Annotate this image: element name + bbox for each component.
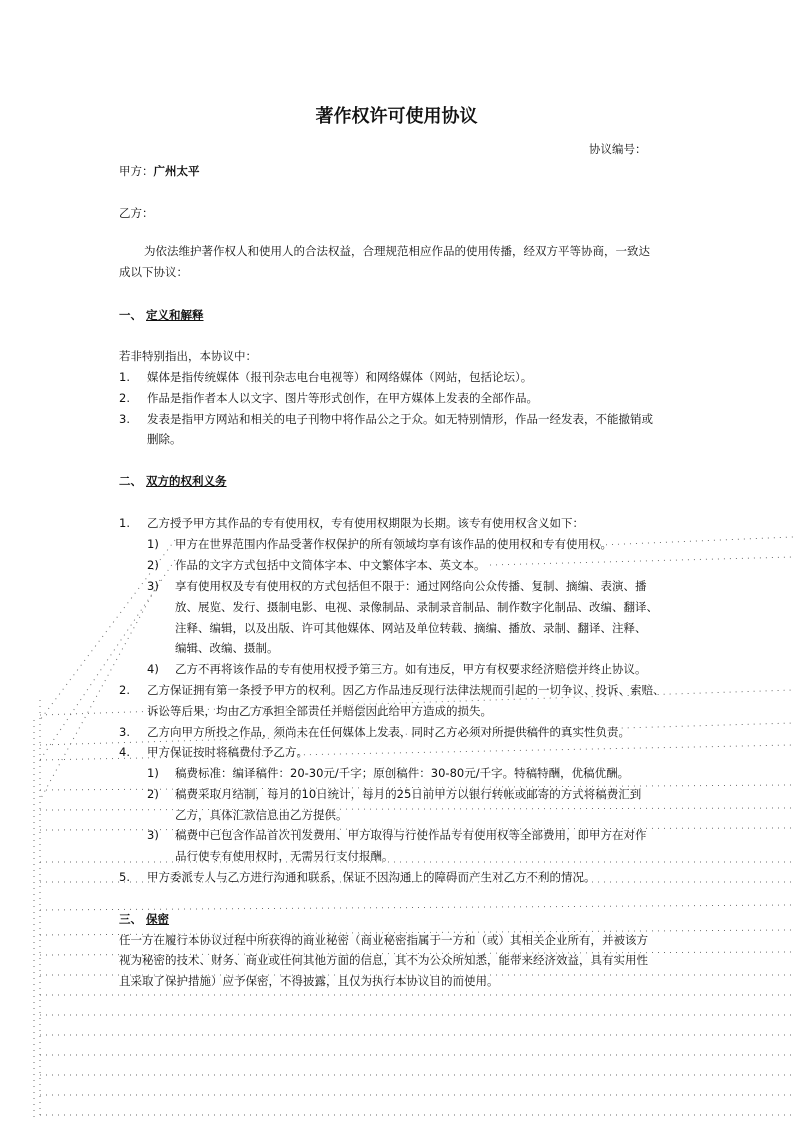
s2-item-3-number: 3.	[119, 725, 130, 739]
section-3-line-2: 视为秘密的技术、财务、商业或任何其他方面的信息，其不为公众所知悉，能带来经济效益，具有实用性	[119, 953, 648, 967]
s2-item-3-text: 乙方向甲方所投之作品，须尚未在任何媒体上发表，同时乙方必须对所提供稿件的真实性负责。	[147, 725, 630, 739]
section-3-number: 三、	[119, 912, 142, 926]
s2-item-4-text: 甲方保证按时将稿费付予乙方。	[147, 745, 308, 759]
party-a-value: 广州太平	[153, 164, 200, 178]
s2-i4-sub-3-text-cont: 品行使专有使用权时，无需另行支付报酬。	[175, 849, 394, 863]
section-3-line-3: 且采取了保护措施）应予保密，不得披露，且仅为执行本协议目的而使用。	[119, 974, 499, 988]
section-2-number: 二、	[119, 474, 142, 488]
section-3-line-1: 任一方在履行本协议过程中所获得的商业秘密（商业秘密指属于一方和（或）其相关企业所有，并被该方	[119, 933, 648, 947]
s2-sub-3-text-4: 编辑、改编、摄制。	[175, 641, 279, 655]
agreement-number-label: 协议编号：	[589, 142, 647, 156]
s2-sub-4-number: 4)	[147, 662, 159, 676]
s2-i4-sub-3-text: 稿费中已包含作品首次刊发费用、甲方取得与行使作品专有使用权等全部费用，即甲方在对作	[175, 828, 647, 842]
s1-item-3-number: 3.	[119, 412, 130, 426]
section-2-title: 双方的权利义务	[146, 474, 227, 488]
section-1-heading	[119, 307, 204, 323]
party-a-label: 甲方：	[119, 164, 154, 178]
s2-i4-sub-2-text-cont: 乙方，具体汇款信息由乙方提供。	[175, 808, 348, 822]
s2-sub-3-number: 3)	[147, 579, 159, 593]
s2-sub-3-text-2: 放、展览、发行、摄制电影、电视、录像制品、录制录音制品、制作数字化制品、改编、翻译、	[175, 600, 658, 614]
s2-i4-sub-3-number: 3)	[147, 828, 159, 842]
s2-i4-sub-1-text: 稿费标准：编译稿件：20-30元/千字；原创稿件：30-80元/千字。特稿特酬，优稿优酬。	[175, 766, 630, 780]
s2-i4-sub-2-number: 2)	[147, 787, 159, 801]
s2-sub-1-number: 1)	[147, 537, 159, 551]
s2-sub-4-text: 乙方不再将该作品的专有使用权授予第三方。如有违反，甲方有权要求经济赔偿并终止协议。	[175, 662, 647, 676]
s2-item-5-text: 甲方委派专人与乙方进行沟通和联系，保证不因沟通上的障碍而产生对乙方不利的情况。	[147, 870, 596, 884]
s1-item-1-text: 媒体是指传统媒体（报刊杂志电台电视等）和网络媒体（网站，包括论坛）。	[147, 370, 533, 384]
document-title: 著作权许可使用协议	[315, 106, 478, 127]
s1-item-1-number: 1.	[119, 370, 130, 384]
section-1-number: 一、	[119, 308, 142, 322]
section-3-heading	[119, 911, 169, 927]
s2-i4-sub-2-text: 稿费采取月结制，每月的10日统计，每月的25日前甲方以银行转帐或邮寄的方式将稿费汇到	[175, 787, 642, 801]
s2-item-2-number: 2.	[119, 683, 130, 697]
s2-item-1-number: 1.	[119, 516, 130, 530]
section-1-title: 定义和解释	[146, 308, 204, 322]
s2-sub-3-text-3: 注释、编辑，以及出版、许可其他媒体、网站及单位转载、摘编、播放、录制、翻译、注释、	[175, 621, 647, 635]
s1-item-2-text: 作品是指作者本人以文字、图片等形式创作，在甲方媒体上发表的全部作品。	[147, 391, 538, 405]
s2-item-2-text: 乙方保证拥有第一条授予甲方的权利。因乙方作品违反现行法律法规而引起的一切争议、投诉、索赔、	[147, 683, 665, 697]
s2-sub-1-text: 甲方在世界范围内作品受著作权保护的所有领域均享有该作品的使用权和专有使用权。	[175, 537, 612, 551]
s2-item-5-number: 5.	[119, 870, 130, 884]
s1-item-3-text-cont: 删除。	[147, 432, 182, 446]
s2-item-1-text: 乙方授予甲方其作品的专有使用权，专有使用权期限为长期。该专有使用权含义如下：	[147, 516, 584, 530]
section-2-heading	[119, 473, 227, 489]
party-a-line	[119, 163, 200, 179]
party-b-label: 乙方：	[119, 206, 154, 220]
s1-item-2-number: 2.	[119, 391, 130, 405]
s2-i4-sub-1-number: 1)	[147, 766, 159, 780]
section-3-title: 保密	[146, 912, 170, 926]
s2-sub-2-number: 2)	[147, 558, 159, 572]
s1-item-3-text: 发表是指甲方网站和相关的电子刊物中将作品公之于众。如无特别情形，作品一经发表，不能撤销或	[147, 412, 653, 426]
intro-line-1: 为依法维护著作权人和使用人的合法权益，合理规范相应作品的使用传播，经双方平等协商，一致达	[144, 244, 650, 258]
s2-item-2-text-cont: 诉讼等后果，均由乙方承担全部责任并赔偿因此给甲方造成的损失。	[147, 704, 492, 718]
s2-sub-3-text: 享有使用权及专有使用权的方式包括但不限于：通过网络向公众传播、复制、摘编、表演、播	[175, 579, 647, 593]
s2-item-4-number: 4.	[119, 745, 130, 759]
intro-line-2: 成以下协议：	[119, 265, 188, 279]
section-1-lead: 若非特别指出，本协议中：	[119, 349, 257, 363]
s2-sub-2-text: 作品的文字方式包括中文简体字本、中文繁体字本、英文本。	[175, 558, 486, 572]
